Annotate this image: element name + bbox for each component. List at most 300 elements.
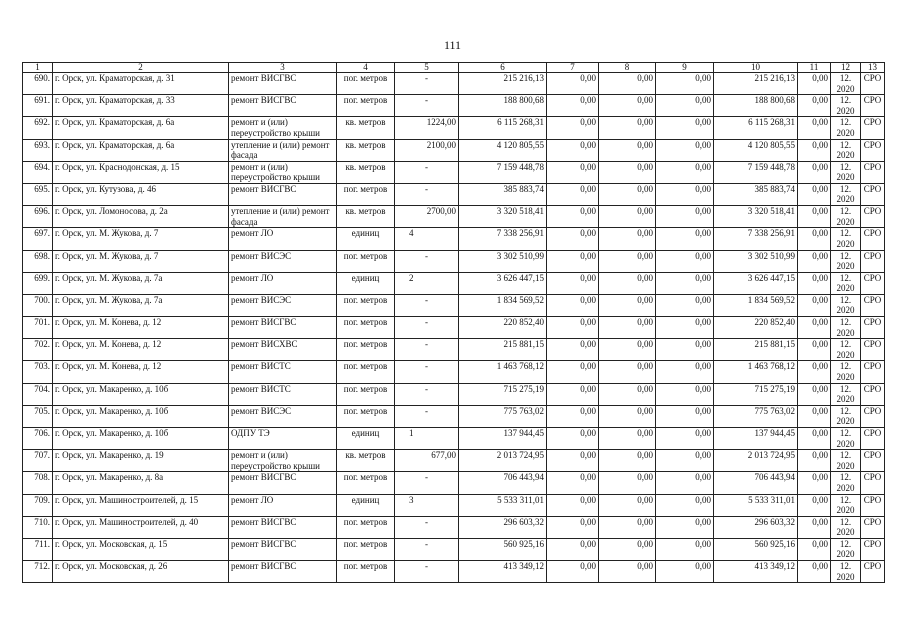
- col8-cell: 0,00: [599, 361, 656, 383]
- col8-cell: 0,00: [599, 516, 656, 538]
- unit-cell: пог. метров: [337, 73, 395, 95]
- column-number-4: 4: [337, 63, 395, 73]
- row-number: 690.: [23, 73, 53, 95]
- column-number-7: 7: [547, 63, 599, 73]
- col9-cell: 0,00: [656, 494, 714, 516]
- row-number: 691.: [23, 95, 53, 117]
- col11-cell: 0,00: [798, 250, 831, 272]
- table-body: [23, 63, 885, 583]
- col8-cell: 0,00: [599, 494, 656, 516]
- col7-cell: 0,00: [547, 494, 599, 516]
- col9-cell: 0,00: [656, 183, 714, 205]
- table-row: [23, 139, 885, 161]
- address-cell: г. Орск, ул. Московская, д. 15: [53, 538, 229, 560]
- completion-date-cell: 12. 2020: [831, 317, 861, 339]
- column-number-row: [23, 63, 885, 73]
- table-row: [23, 317, 885, 339]
- col11-cell: 0,00: [798, 339, 831, 361]
- row-number: 712.: [23, 561, 53, 583]
- col9-cell: 0,00: [656, 428, 714, 450]
- col10-cell: 1 834 569,52: [714, 294, 798, 316]
- work-type-cell: ремонт и (или) переустройство крыши: [229, 450, 337, 472]
- col11-cell: 0,00: [798, 405, 831, 427]
- col9-cell: 0,00: [656, 561, 714, 583]
- total-cost-cell: 3 320 518,41: [459, 206, 547, 228]
- funding-source-cell: СРО: [861, 339, 885, 361]
- quantity-cell: -: [395, 472, 459, 494]
- completion-date-cell: 12. 2020: [831, 516, 861, 538]
- col11-cell: 0,00: [798, 561, 831, 583]
- col10-cell: 3 320 518,41: [714, 206, 798, 228]
- table-row: [23, 183, 885, 205]
- total-cost-cell: 220 852,40: [459, 317, 547, 339]
- funding-source-cell: СРО: [861, 228, 885, 250]
- completion-date-cell: 12. 2020: [831, 294, 861, 316]
- unit-cell: пог. метров: [337, 183, 395, 205]
- col8-cell: 0,00: [599, 538, 656, 560]
- col8-cell: 0,00: [599, 450, 656, 472]
- col7-cell: 0,00: [547, 206, 599, 228]
- work-type-cell: ремонт и (или) переустройство крыши: [229, 117, 337, 139]
- col7-cell: 0,00: [547, 139, 599, 161]
- col9-cell: 0,00: [656, 250, 714, 272]
- col8-cell: 0,00: [599, 405, 656, 427]
- col8-cell: 0,00: [599, 428, 656, 450]
- col8-cell: 0,00: [599, 139, 656, 161]
- unit-cell: пог. метров: [337, 561, 395, 583]
- completion-date-cell: 12. 2020: [831, 405, 861, 427]
- quantity-cell: -: [395, 294, 459, 316]
- column-number-13: 13: [861, 63, 885, 73]
- unit-cell: пог. метров: [337, 317, 395, 339]
- total-cost-cell: 215 881,15: [459, 339, 547, 361]
- table-row: [23, 228, 885, 250]
- address-cell: г. Орск, ул. Кутузова, д. 46: [53, 183, 229, 205]
- col10-cell: 6 115 268,31: [714, 117, 798, 139]
- unit-cell: единиц: [337, 228, 395, 250]
- col11-cell: 0,00: [798, 450, 831, 472]
- row-number: 711.: [23, 538, 53, 560]
- row-number: 699.: [23, 272, 53, 294]
- col10-cell: 7 338 256,91: [714, 228, 798, 250]
- funding-source-cell: СРО: [861, 450, 885, 472]
- col10-cell: 385 883,74: [714, 183, 798, 205]
- quantity-cell: 2100,00: [395, 139, 459, 161]
- table-row: [23, 538, 885, 560]
- funding-source-cell: СРО: [861, 472, 885, 494]
- total-cost-cell: 3 302 510,99: [459, 250, 547, 272]
- col8-cell: 0,00: [599, 95, 656, 117]
- quantity-cell: -: [395, 95, 459, 117]
- quantity-cell: -: [395, 339, 459, 361]
- table-row: [23, 117, 885, 139]
- completion-date-cell: 12. 2020: [831, 383, 861, 405]
- work-type-cell: ремонт ВИСГВС: [229, 561, 337, 583]
- funding-source-cell: СРО: [861, 73, 885, 95]
- quantity-cell: -: [395, 538, 459, 560]
- funding-source-cell: СРО: [861, 272, 885, 294]
- column-number-9: 9: [656, 63, 714, 73]
- quantity-cell: 1224,00: [395, 117, 459, 139]
- total-cost-cell: 7 159 448,78: [459, 161, 547, 183]
- col9-cell: 0,00: [656, 472, 714, 494]
- completion-date-cell: 12. 2020: [831, 361, 861, 383]
- row-number: 702.: [23, 339, 53, 361]
- funding-source-cell: СРО: [861, 250, 885, 272]
- quantity-cell: 2700,00: [395, 206, 459, 228]
- completion-date-cell: 12. 2020: [831, 183, 861, 205]
- col8-cell: 0,00: [599, 73, 656, 95]
- col9-cell: 0,00: [656, 95, 714, 117]
- completion-date-cell: 12. 2020: [831, 95, 861, 117]
- total-cost-cell: 1 463 768,12: [459, 361, 547, 383]
- completion-date-cell: 12. 2020: [831, 494, 861, 516]
- col7-cell: 0,00: [547, 294, 599, 316]
- quantity-cell: 4: [395, 228, 459, 250]
- col8-cell: 0,00: [599, 272, 656, 294]
- completion-date-cell: 12. 2020: [831, 206, 861, 228]
- col11-cell: 0,00: [798, 183, 831, 205]
- row-number: 705.: [23, 405, 53, 427]
- work-type-cell: утепление и (или) ремонт фасада: [229, 139, 337, 161]
- quantity-cell: -: [395, 161, 459, 183]
- col7-cell: 0,00: [547, 228, 599, 250]
- col11-cell: 0,00: [798, 161, 831, 183]
- address-cell: г. Орск, ул. Краматорская, д. 6а: [53, 139, 229, 161]
- col7-cell: 0,00: [547, 450, 599, 472]
- col9-cell: 0,00: [656, 516, 714, 538]
- col10-cell: 220 852,40: [714, 317, 798, 339]
- col11-cell: 0,00: [798, 383, 831, 405]
- table-row: [23, 206, 885, 228]
- table-row: [23, 405, 885, 427]
- address-cell: г. Орск, ул. М. Конева, д. 12: [53, 317, 229, 339]
- unit-cell: единиц: [337, 428, 395, 450]
- col9-cell: 0,00: [656, 294, 714, 316]
- col7-cell: 0,00: [547, 272, 599, 294]
- col9-cell: 0,00: [656, 228, 714, 250]
- work-type-cell: ремонт ВИСЭС: [229, 294, 337, 316]
- table-row: [23, 361, 885, 383]
- funding-source-cell: СРО: [861, 95, 885, 117]
- total-cost-cell: 385 883,74: [459, 183, 547, 205]
- col8-cell: 0,00: [599, 339, 656, 361]
- total-cost-cell: 775 763,02: [459, 405, 547, 427]
- row-number: 706.: [23, 428, 53, 450]
- col11-cell: 0,00: [798, 228, 831, 250]
- work-type-cell: ремонт ВИСЭС: [229, 250, 337, 272]
- col7-cell: 0,00: [547, 317, 599, 339]
- col10-cell: 4 120 805,55: [714, 139, 798, 161]
- table-row: [23, 73, 885, 95]
- col10-cell: 560 925,16: [714, 538, 798, 560]
- address-cell: г. Орск, ул. М. Жукова, д. 7а: [53, 294, 229, 316]
- unit-cell: кв. метров: [337, 206, 395, 228]
- quantity-cell: -: [395, 317, 459, 339]
- funding-source-cell: СРО: [861, 139, 885, 161]
- address-cell: г. Орск, ул. Макаренко, д. 10б: [53, 383, 229, 405]
- col7-cell: 0,00: [547, 361, 599, 383]
- funding-source-cell: СРО: [861, 183, 885, 205]
- unit-cell: пог. метров: [337, 516, 395, 538]
- quantity-cell: 677,00: [395, 450, 459, 472]
- quantity-cell: -: [395, 73, 459, 95]
- col11-cell: 0,00: [798, 494, 831, 516]
- col8-cell: 0,00: [599, 228, 656, 250]
- completion-date-cell: 12. 2020: [831, 161, 861, 183]
- row-number: 695.: [23, 183, 53, 205]
- completion-date-cell: 12. 2020: [831, 450, 861, 472]
- completion-date-cell: 12. 2020: [831, 428, 861, 450]
- unit-cell: пог. метров: [337, 538, 395, 560]
- total-cost-cell: 560 925,16: [459, 538, 547, 560]
- table-row: [23, 339, 885, 361]
- work-type-cell: ремонт ВИСГВС: [229, 516, 337, 538]
- row-number: 703.: [23, 361, 53, 383]
- unit-cell: кв. метров: [337, 139, 395, 161]
- work-type-cell: ремонт ВИСГВС: [229, 73, 337, 95]
- col7-cell: 0,00: [547, 383, 599, 405]
- quantity-cell: -: [395, 361, 459, 383]
- unit-cell: кв. метров: [337, 161, 395, 183]
- unit-cell: пог. метров: [337, 361, 395, 383]
- table-row: [23, 494, 885, 516]
- funding-source-cell: СРО: [861, 161, 885, 183]
- quantity-cell: -: [395, 183, 459, 205]
- col10-cell: 1 463 768,12: [714, 361, 798, 383]
- registry-table: [22, 62, 885, 583]
- col8-cell: 0,00: [599, 206, 656, 228]
- table-row: [23, 472, 885, 494]
- col10-cell: 706 443,94: [714, 472, 798, 494]
- col9-cell: 0,00: [656, 161, 714, 183]
- col11-cell: 0,00: [798, 294, 831, 316]
- work-type-cell: ремонт ВИСХВС: [229, 339, 337, 361]
- col8-cell: 0,00: [599, 161, 656, 183]
- column-number-8: 8: [599, 63, 656, 73]
- col9-cell: 0,00: [656, 317, 714, 339]
- total-cost-cell: 1 834 569,52: [459, 294, 547, 316]
- col9-cell: 0,00: [656, 405, 714, 427]
- table-row: [23, 450, 885, 472]
- total-cost-cell: 188 800,68: [459, 95, 547, 117]
- col10-cell: 2 013 724,95: [714, 450, 798, 472]
- col9-cell: 0,00: [656, 339, 714, 361]
- row-number: 694.: [23, 161, 53, 183]
- funding-source-cell: СРО: [861, 117, 885, 139]
- total-cost-cell: 2 013 724,95: [459, 450, 547, 472]
- column-number-5: 5: [395, 63, 459, 73]
- unit-cell: пог. метров: [337, 339, 395, 361]
- funding-source-cell: СРО: [861, 206, 885, 228]
- total-cost-cell: 4 120 805,55: [459, 139, 547, 161]
- col11-cell: 0,00: [798, 516, 831, 538]
- address-cell: г. Орск, ул. М. Жукова, д. 7: [53, 250, 229, 272]
- work-type-cell: ремонт ВИСГВС: [229, 95, 337, 117]
- address-cell: г. Орск, ул. Машиностроителей, д. 40: [53, 516, 229, 538]
- col10-cell: 413 349,12: [714, 561, 798, 583]
- quantity-cell: -: [395, 250, 459, 272]
- col11-cell: 0,00: [798, 272, 831, 294]
- completion-date-cell: 12. 2020: [831, 228, 861, 250]
- quantity-cell: -: [395, 561, 459, 583]
- row-number: 709.: [23, 494, 53, 516]
- quantity-cell: 1: [395, 428, 459, 450]
- col8-cell: 0,00: [599, 561, 656, 583]
- completion-date-cell: 12. 2020: [831, 73, 861, 95]
- unit-cell: пог. метров: [337, 472, 395, 494]
- col7-cell: 0,00: [547, 538, 599, 560]
- completion-date-cell: 12. 2020: [831, 561, 861, 583]
- column-number-11: 11: [798, 63, 831, 73]
- col10-cell: 3 302 510,99: [714, 250, 798, 272]
- col7-cell: 0,00: [547, 339, 599, 361]
- work-type-cell: ремонт ВИСГВС: [229, 317, 337, 339]
- col9-cell: 0,00: [656, 117, 714, 139]
- col11-cell: 0,00: [798, 117, 831, 139]
- work-type-cell: ремонт ВИСГВС: [229, 183, 337, 205]
- col10-cell: 137 944,45: [714, 428, 798, 450]
- row-number: 692.: [23, 117, 53, 139]
- work-type-cell: ремонт ЛО: [229, 272, 337, 294]
- col7-cell: 0,00: [547, 161, 599, 183]
- completion-date-cell: 12. 2020: [831, 538, 861, 560]
- address-cell: г. Орск, ул. Ломоносова, д. 2а: [53, 206, 229, 228]
- row-number: 708.: [23, 472, 53, 494]
- col7-cell: 0,00: [547, 95, 599, 117]
- unit-cell: кв. метров: [337, 450, 395, 472]
- work-type-cell: ремонт ВИСТС: [229, 361, 337, 383]
- table-row: [23, 161, 885, 183]
- table-row: [23, 250, 885, 272]
- work-type-cell: ОДПУ ТЭ: [229, 428, 337, 450]
- completion-date-cell: 12. 2020: [831, 472, 861, 494]
- col10-cell: 7 159 448,78: [714, 161, 798, 183]
- col10-cell: 3 626 447,15: [714, 272, 798, 294]
- address-cell: г. Орск, ул. Краматорская, д. 6а: [53, 117, 229, 139]
- col7-cell: 0,00: [547, 472, 599, 494]
- address-cell: г. Орск, ул. Краснодонская, д. 15: [53, 161, 229, 183]
- col11-cell: 0,00: [798, 139, 831, 161]
- col7-cell: 0,00: [547, 117, 599, 139]
- table-row: [23, 95, 885, 117]
- row-number: 697.: [23, 228, 53, 250]
- col11-cell: 0,00: [798, 538, 831, 560]
- funding-source-cell: СРО: [861, 428, 885, 450]
- column-number-6: 6: [459, 63, 547, 73]
- total-cost-cell: 706 443,94: [459, 472, 547, 494]
- row-number: 710.: [23, 516, 53, 538]
- page-number: 111: [443, 38, 462, 52]
- funding-source-cell: СРО: [861, 494, 885, 516]
- quantity-cell: -: [395, 383, 459, 405]
- column-number-3: 3: [229, 63, 337, 73]
- unit-cell: единиц: [337, 494, 395, 516]
- total-cost-cell: 3 626 447,15: [459, 272, 547, 294]
- address-cell: г. Орск, ул. Макаренко, д. 19: [53, 450, 229, 472]
- col7-cell: 0,00: [547, 73, 599, 95]
- completion-date-cell: 12. 2020: [831, 139, 861, 161]
- work-type-cell: утепление и (или) ремонт фасада: [229, 206, 337, 228]
- quantity-cell: 3: [395, 494, 459, 516]
- address-cell: г. Орск, ул. М. Жукова, д. 7а: [53, 272, 229, 294]
- col7-cell: 0,00: [547, 516, 599, 538]
- address-cell: г. Орск, ул. Макаренко, д. 10б: [53, 428, 229, 450]
- col9-cell: 0,00: [656, 361, 714, 383]
- col9-cell: 0,00: [656, 73, 714, 95]
- table-row: [23, 561, 885, 583]
- funding-source-cell: СРО: [861, 561, 885, 583]
- column-number-1: 1: [23, 63, 53, 73]
- col9-cell: 0,00: [656, 538, 714, 560]
- col10-cell: 296 603,32: [714, 516, 798, 538]
- col10-cell: 715 275,19: [714, 383, 798, 405]
- address-cell: г. Орск, ул. М. Жукова, д. 7: [53, 228, 229, 250]
- row-number: 700.: [23, 294, 53, 316]
- col9-cell: 0,00: [656, 450, 714, 472]
- quantity-cell: -: [395, 405, 459, 427]
- address-cell: г. Орск, ул. М. Конева, д. 12: [53, 361, 229, 383]
- funding-source-cell: СРО: [861, 317, 885, 339]
- address-cell: г. Орск, ул. Макаренко, д. 10б: [53, 405, 229, 427]
- col10-cell: 5 533 311,01: [714, 494, 798, 516]
- col11-cell: 0,00: [798, 206, 831, 228]
- col9-cell: 0,00: [656, 206, 714, 228]
- col11-cell: 0,00: [798, 428, 831, 450]
- unit-cell: пог. метров: [337, 383, 395, 405]
- col7-cell: 0,00: [547, 183, 599, 205]
- col11-cell: 0,00: [798, 95, 831, 117]
- unit-cell: пог. метров: [337, 250, 395, 272]
- col7-cell: 0,00: [547, 250, 599, 272]
- row-number: 698.: [23, 250, 53, 272]
- work-type-cell: ремонт ВИСГВС: [229, 472, 337, 494]
- col11-cell: 0,00: [798, 472, 831, 494]
- funding-source-cell: СРО: [861, 516, 885, 538]
- table-row: [23, 294, 885, 316]
- address-cell: г. Орск, ул. М. Конева, д. 12: [53, 339, 229, 361]
- table-row: [23, 383, 885, 405]
- col9-cell: 0,00: [656, 272, 714, 294]
- column-number-10: 10: [714, 63, 798, 73]
- address-cell: г. Орск, ул. Макаренко, д. 8а: [53, 472, 229, 494]
- work-type-cell: ремонт ВИСГВС: [229, 538, 337, 560]
- col7-cell: 0,00: [547, 405, 599, 427]
- total-cost-cell: 5 533 311,01: [459, 494, 547, 516]
- row-number: 701.: [23, 317, 53, 339]
- quantity-cell: 2: [395, 272, 459, 294]
- col7-cell: 0,00: [547, 428, 599, 450]
- col8-cell: 0,00: [599, 317, 656, 339]
- unit-cell: пог. метров: [337, 294, 395, 316]
- table-row: [23, 516, 885, 538]
- column-number-2: 2: [53, 63, 229, 73]
- col10-cell: 215 216,13: [714, 73, 798, 95]
- address-cell: г. Орск, ул. Московская, д. 26: [53, 561, 229, 583]
- col10-cell: 188 800,68: [714, 95, 798, 117]
- completion-date-cell: 12. 2020: [831, 117, 861, 139]
- table-row: [23, 428, 885, 450]
- unit-cell: пог. метров: [337, 405, 395, 427]
- col11-cell: 0,00: [798, 361, 831, 383]
- funding-source-cell: СРО: [861, 538, 885, 560]
- address-cell: г. Орск, ул. Машиностроителей, д. 15: [53, 494, 229, 516]
- total-cost-cell: 296 603,32: [459, 516, 547, 538]
- work-type-cell: ремонт ЛО: [229, 228, 337, 250]
- column-number-12: 12: [831, 63, 861, 73]
- row-number: 696.: [23, 206, 53, 228]
- col8-cell: 0,00: [599, 472, 656, 494]
